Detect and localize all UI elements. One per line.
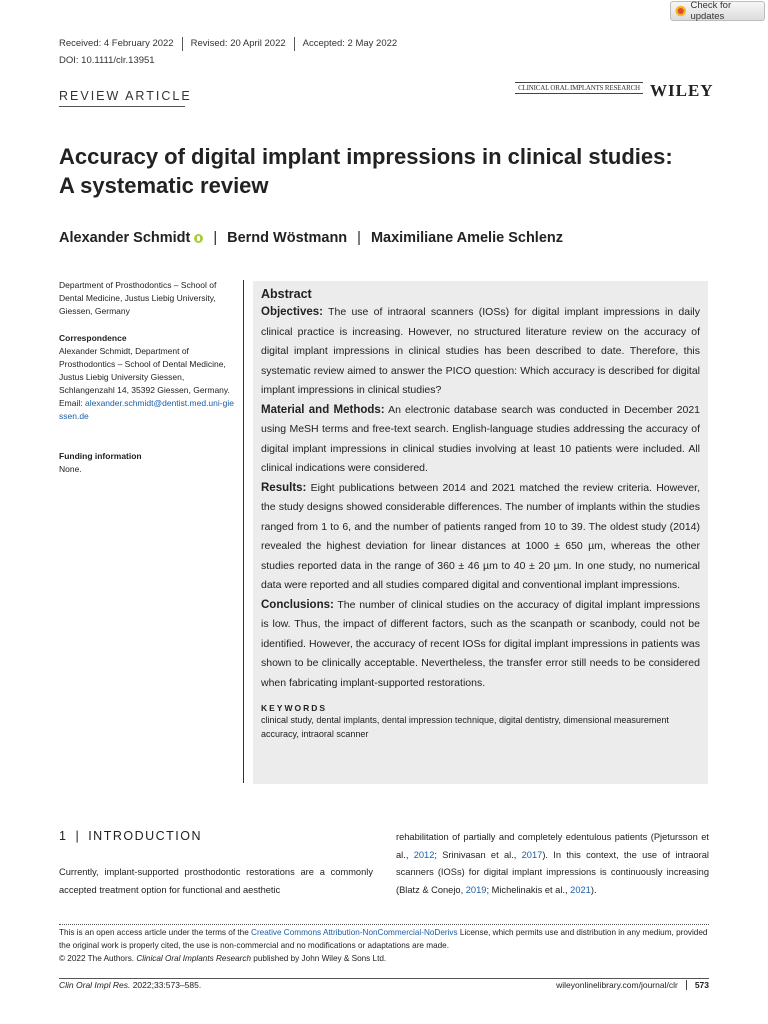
article-type: REVIEW ARTICLE <box>59 89 192 103</box>
copyright-text: © 2022 The Authors. <box>59 954 137 963</box>
abstract-conclusions <box>261 596 700 694</box>
funding-text: None. <box>59 464 82 474</box>
section-label: Results: <box>261 481 307 494</box>
section-heading-introduction <box>59 829 202 843</box>
abstract-box <box>253 281 708 784</box>
keywords: clinical study, dental implants, dental impression technique, digital dentistry, dimensional measurement accuracy, intraoral scanner <box>261 715 669 739</box>
intro-text: ). In this context, the use of intraoral scanners (IOSs) for digital implant impressions is continuously increasing (Blatz & Conejo, <box>396 849 709 895</box>
intro-text: ). <box>590 884 597 895</box>
journal-url[interactable]: wileyonlinelibrary.com/journal/clr <box>556 980 678 990</box>
title-line-2: A systematic review <box>59 173 269 198</box>
revised-date: Revised: 20 April 2022 <box>182 37 294 51</box>
citation-link[interactable]: 2021 <box>570 884 591 895</box>
orcid-icon[interactable] <box>194 234 203 243</box>
title-line-1: Accuracy of digital implant impressions in clinical studies: <box>59 144 673 169</box>
license-text: This is an open access article under the terms of the <box>59 928 252 937</box>
section-text: Eight publications between 2014 and 2021 matched the review criteria. However, the study designs showed considerable differences. The number of implants within the studies ranged from 1 to 6, and the number of patients ranged from 10 to 39. The oldest study (2014) revealed the highest deviation for linear distances at 1000 ± 650 µm, whereas the other studies reported data in the range of 360 ± 46 µm to 40 ± 20 µm. In one study, no numerical data were reported and all studies compared digital and conventional implant impressions. <box>261 481 700 591</box>
footer-divider <box>59 978 709 979</box>
citation-footer <box>59 980 201 990</box>
journal-logo: CLINICAL ORAL IMPLANTS RESEARCH <box>515 82 643 94</box>
abstract-results <box>261 479 700 596</box>
footer-right <box>556 980 709 990</box>
intro-text: ; Michelinakis et al., <box>486 884 571 895</box>
section-label: Conclusions: <box>261 598 334 611</box>
license-divider <box>59 924 709 925</box>
copyright-journal: Clinical Oral Implants Research <box>136 954 252 963</box>
abstract-objectives <box>261 303 700 401</box>
citation-details: 2022;33:573–585. <box>130 980 202 990</box>
intro-text: rehabilitation of partially and completely edentulous patients (Pjetursson et al., <box>396 832 709 860</box>
citation-journal: Clin Oral Impl Res. <box>59 980 131 990</box>
intro-left-column: Currently, implant-supported prosthodontic restorations are a commonly accepted treatment option for functional and aesthetic <box>59 867 373 895</box>
correspondence-heading: Correspondence <box>59 333 127 343</box>
check-for-updates-label: Check for updates <box>690 0 732 22</box>
article-title <box>59 142 699 200</box>
email-link[interactable]: alexander.schmidt@dentist.med.uni-giessen.de <box>59 398 234 421</box>
email-label: Email: <box>59 398 85 408</box>
heading-separator: | <box>75 829 81 843</box>
author-name[interactable]: Maximiliane Amelie Schlenz <box>370 230 563 246</box>
license-notice <box>59 926 709 965</box>
license-text: License, which permits use and distribution in any medium, provided the original work is properly cited, the use is non-commercial and no modifications or adaptations are made. <box>59 928 708 950</box>
affiliation: Department of Prosthodontics – School of Dental Medicine, Justus Liebig University, Giessen, Germany <box>59 280 217 316</box>
copyright-text: published by John Wiley & Sons Ltd. <box>251 954 387 963</box>
section-text: The use of intraoral scanners (IOSs) for digital implant impressions in daily clinical practice is increasing. However, no structured literature review on the accuracy of digital implant impressions in clinical studies has been described to date. Therefore, this systematic review aimed to answer the PICO question: Which accuracy is described for digital implant impressions in clinical studies? <box>261 306 700 396</box>
author-name[interactable]: Alexander Schmidt <box>59 230 191 246</box>
abstract-divider <box>243 280 244 783</box>
citation-link[interactable]: 2017 <box>521 849 543 860</box>
section-label: Material and Methods: <box>261 403 385 416</box>
intro-text: ; Srinivasan et al., <box>434 849 522 860</box>
doi: DOI: 10.1111/clr.13951 <box>59 55 155 66</box>
section-text: An electronic database search was conducted in December 2021 using MeSH terms and free-text search. English-language studies addressing the accuracy of digital implant impressions in clinical studies involving at least 10 patients were included. All clinical indications were considered. <box>261 403 700 474</box>
section-number: 1 <box>59 829 68 843</box>
page-number: 573 <box>686 980 709 990</box>
funding-block <box>59 450 237 476</box>
author-separator: | <box>213 230 218 246</box>
abstract-methods <box>261 401 700 479</box>
abstract-heading: Abstract <box>261 287 312 301</box>
citation-link[interactable]: 2019 <box>465 884 487 895</box>
correspondence-block <box>59 332 237 423</box>
license-link[interactable]: Creative Commons Attribution-NonCommercial-NoDerivs <box>251 928 458 937</box>
section-text: The number of clinical studies on the accuracy of digital implant impressions is low. Thus, the impact of different factors, such as the scanpath or scanbody, could not be identified. However, the accuracy of recent IOSs for digital implant impressions in patients was shown to be clinically acceptable. Nevertheless, the transfer error still needs to be considered when fabricating implant-supported restorations. <box>261 598 700 689</box>
correspondence-text: Alexander Schmidt, Department of Prosthodontics – School of Dental Medicine, Justus Liebig University Giessen, Schlangenzahl 14, 35392 Giessen, Germany. <box>59 346 230 395</box>
article-dates <box>59 37 405 51</box>
update-badge-icon <box>675 5 686 17</box>
funding-heading: Funding information <box>59 451 142 461</box>
author-name[interactable]: Bernd Wöstmann <box>227 230 348 246</box>
received-date: Received: 4 February 2022 <box>59 38 174 49</box>
section-title: INTRODUCTION <box>88 829 203 843</box>
intro-right-column <box>396 829 709 899</box>
author-separator: | <box>357 230 361 246</box>
author-list <box>59 230 563 246</box>
article-type-underline <box>59 106 185 107</box>
publisher-logo: WILEY <box>650 81 714 100</box>
citation-link[interactable]: 2012 <box>413 849 435 860</box>
section-label: Objectives: <box>261 306 323 318</box>
accepted-date: Accepted: 2 May 2022 <box>294 37 406 51</box>
keywords-heading: KEYWORDS <box>261 703 328 713</box>
check-for-updates-button[interactable] <box>670 1 765 21</box>
